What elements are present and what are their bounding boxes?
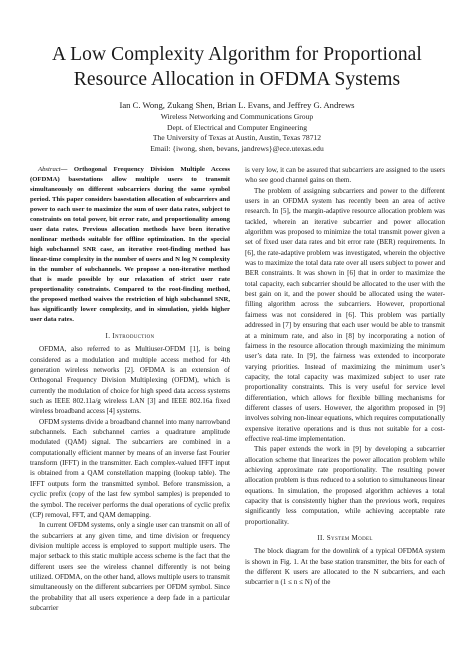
affiliation-line: The University of Texas at Austin, Austin, Texas 78712 — [152, 133, 322, 143]
abstract — [30, 165, 230, 325]
title-line-2: Resource Allocation in OFDMA Systems — [73, 69, 401, 90]
body-paragraph: The block diagram for the downlink of a typical OFDMA system is shown in Fig. 1. At the base station transmitter, the bits for each of the different K users are allocated to the N subcarriers, and each subcarrier n (1 ≤ n ≤ N) of the — [245, 547, 445, 587]
body-paragraph: The problem of assigning subcarriers and power to the different users in an OFDMA system has recently been an area of active research. In [5], the margin-adaptive resource allocation problem was tackled, wherein an iterative subcarrier and power allocation algorithm was proposed to minimize the total transmit power given a set of fixed user data rates and bit error rate (BER) requirements. In [6], the rate-adaptive problem was investigated, wherein the objective was to maximize the total data rate over all users subject to power and BER constraints. It was shown in [6] that in order to maximize the total capacity, each subcarrier should be allocated to the user with the best gain on it, and the power should be allocated using the water-filling algorithm across the subcarriers. However, proportional fairness was not considered in [6]. This problem was partially addressed in [7] by ensuring that each user would be able to transmit at a minimum rate, and also in [8] by incorporating a notion of fairness in the resource allocation through maximizing the minimum user’s data rate. In [9], the fairness was extended to incorporate varying priorities. Instead of maximizing the minimum user’s capacity, the total capacity was maximized subject to user rate proportionality constraints. This is very useful for service level differentiation, which allows for flexible billing mechanisms for different classes of users. However, the algorithm proposed in [9] involves solving non-linear equations, which requires computationally expensive iterative operations and is thus not suitable for a cost-effective real-time implementation. — [245, 186, 445, 443]
body-paragraph: This paper extends the work in [9] by developing a subcarrier allocation scheme that linearizes the power allocation problem while achieving approximate rate proportionality. The resulting power allocation problem is thus reduced to a solution to simultaneous linear equations. In simulation, the proposed algorithm achieves a total capacity that is consistently higher than the previous work, requires significantly less computation, while achieving acceptable rate proportionality. — [245, 445, 445, 526]
author-block — [20, 99, 454, 154]
title-line-1: A Low Complexity Algorithm for Proportional — [52, 44, 422, 65]
abstract-text: — Orthogonal Frequency Division Multiple Access (OFDMA) basestations allow multiple users to transmit simultaneously on different subcarriers during the same symbol period. This paper considers basestation allocation of subcarriers and power to each user to maximize the sum of user data rates, subject to constraints on total power, bit error rate, and proportionality among user data rates. Previous allocation methods have been iterative nonlinear methods suitable for offline optimization. In the special high subchannel SNR case, an iterative root-finding method has linear-time complexity in the number of users and N log N complexity in the number of subchannels. We propose a non-iterative method that is made possible by our relaxation of strict user rate proportionality constraints. Compared to the root-finding method, the proposed method waives the restriction of high subchannel SNR, has significantly lower complexity, and in simulation, yields higher user data rates. — [30, 166, 230, 323]
section-heading-introduction: I. Introduction — [105, 332, 155, 340]
authors: Ian C. Wong, Zukang Shen, Brian L. Evans, and Jeffrey G. Andrews — [119, 100, 355, 110]
body-paragraph: OFDMA, also referred to as Multiuser-OFDM [1], is being considered as a modulation and multiple access method for 4th generation wireless networks [2]. OFDMA is an extension of Orthogonal Frequency Division Multiplexing (OFDM), which is currently the modulation of choice for high speed data access systems such as IEEE 802.11a/g wireless LAN [3] and IEEE 802.16a fixed wireless broadband access [4] systems. — [30, 345, 230, 416]
affiliation-line: Wireless Networking and Communications Group — [160, 112, 314, 121]
body-paragraph: OFDM systems divide a broadband channel into many narrowband subchannels. Each subchannel carries a quadrature amplitude modulated (QAM) signal. The subcarriers are combined in a computationally efficient manner by means of an inverse fast Fourier transform (IFFT) in the transmitter. Each complex-valued IFFT input is obtained from a QAM constellation mapping (lookup table). The IFFT outputs form the transmitted symbol. Before transmission, a cyclic prefix (copy of the last few symbol samples) is prepended to the symbol. The receiver performs the dual operations of cyclic prefix (CP) removal, FFT, and QAM demapping. — [30, 417, 230, 519]
left-column — [30, 165, 230, 613]
paper-title — [20, 42, 454, 92]
email-line: Email: {iwong, shen, bevans, jandrews}@ece.utexas.edu — [150, 143, 324, 153]
affiliation-line: Dept. of Electrical and Computer Engineering — [166, 122, 307, 132]
body-paragraph: is very low, it can be assured that subcarriers are assigned to the users who see good channel gains on them. — [245, 166, 445, 185]
body-paragraph: In current OFDM systems, only a single user can transmit on all of the subcarriers at any given time, and time division or frequency division multiple access is employed to support multiple users. The major setback to this static multiple access scheme is the fact that the different users see the wireless channel differently is not being utilized. OFDMA, on the other hand, allows multiple users to transmit simultaneously on the different subcarriers per OFDM symbol. Since the probability that all users experience a deep fade in a particular subcarrier — [30, 521, 230, 612]
right-column — [245, 165, 445, 588]
section-heading-system-model: II. System Model — [317, 534, 373, 543]
abstract-lead: Abstract — [38, 166, 61, 173]
